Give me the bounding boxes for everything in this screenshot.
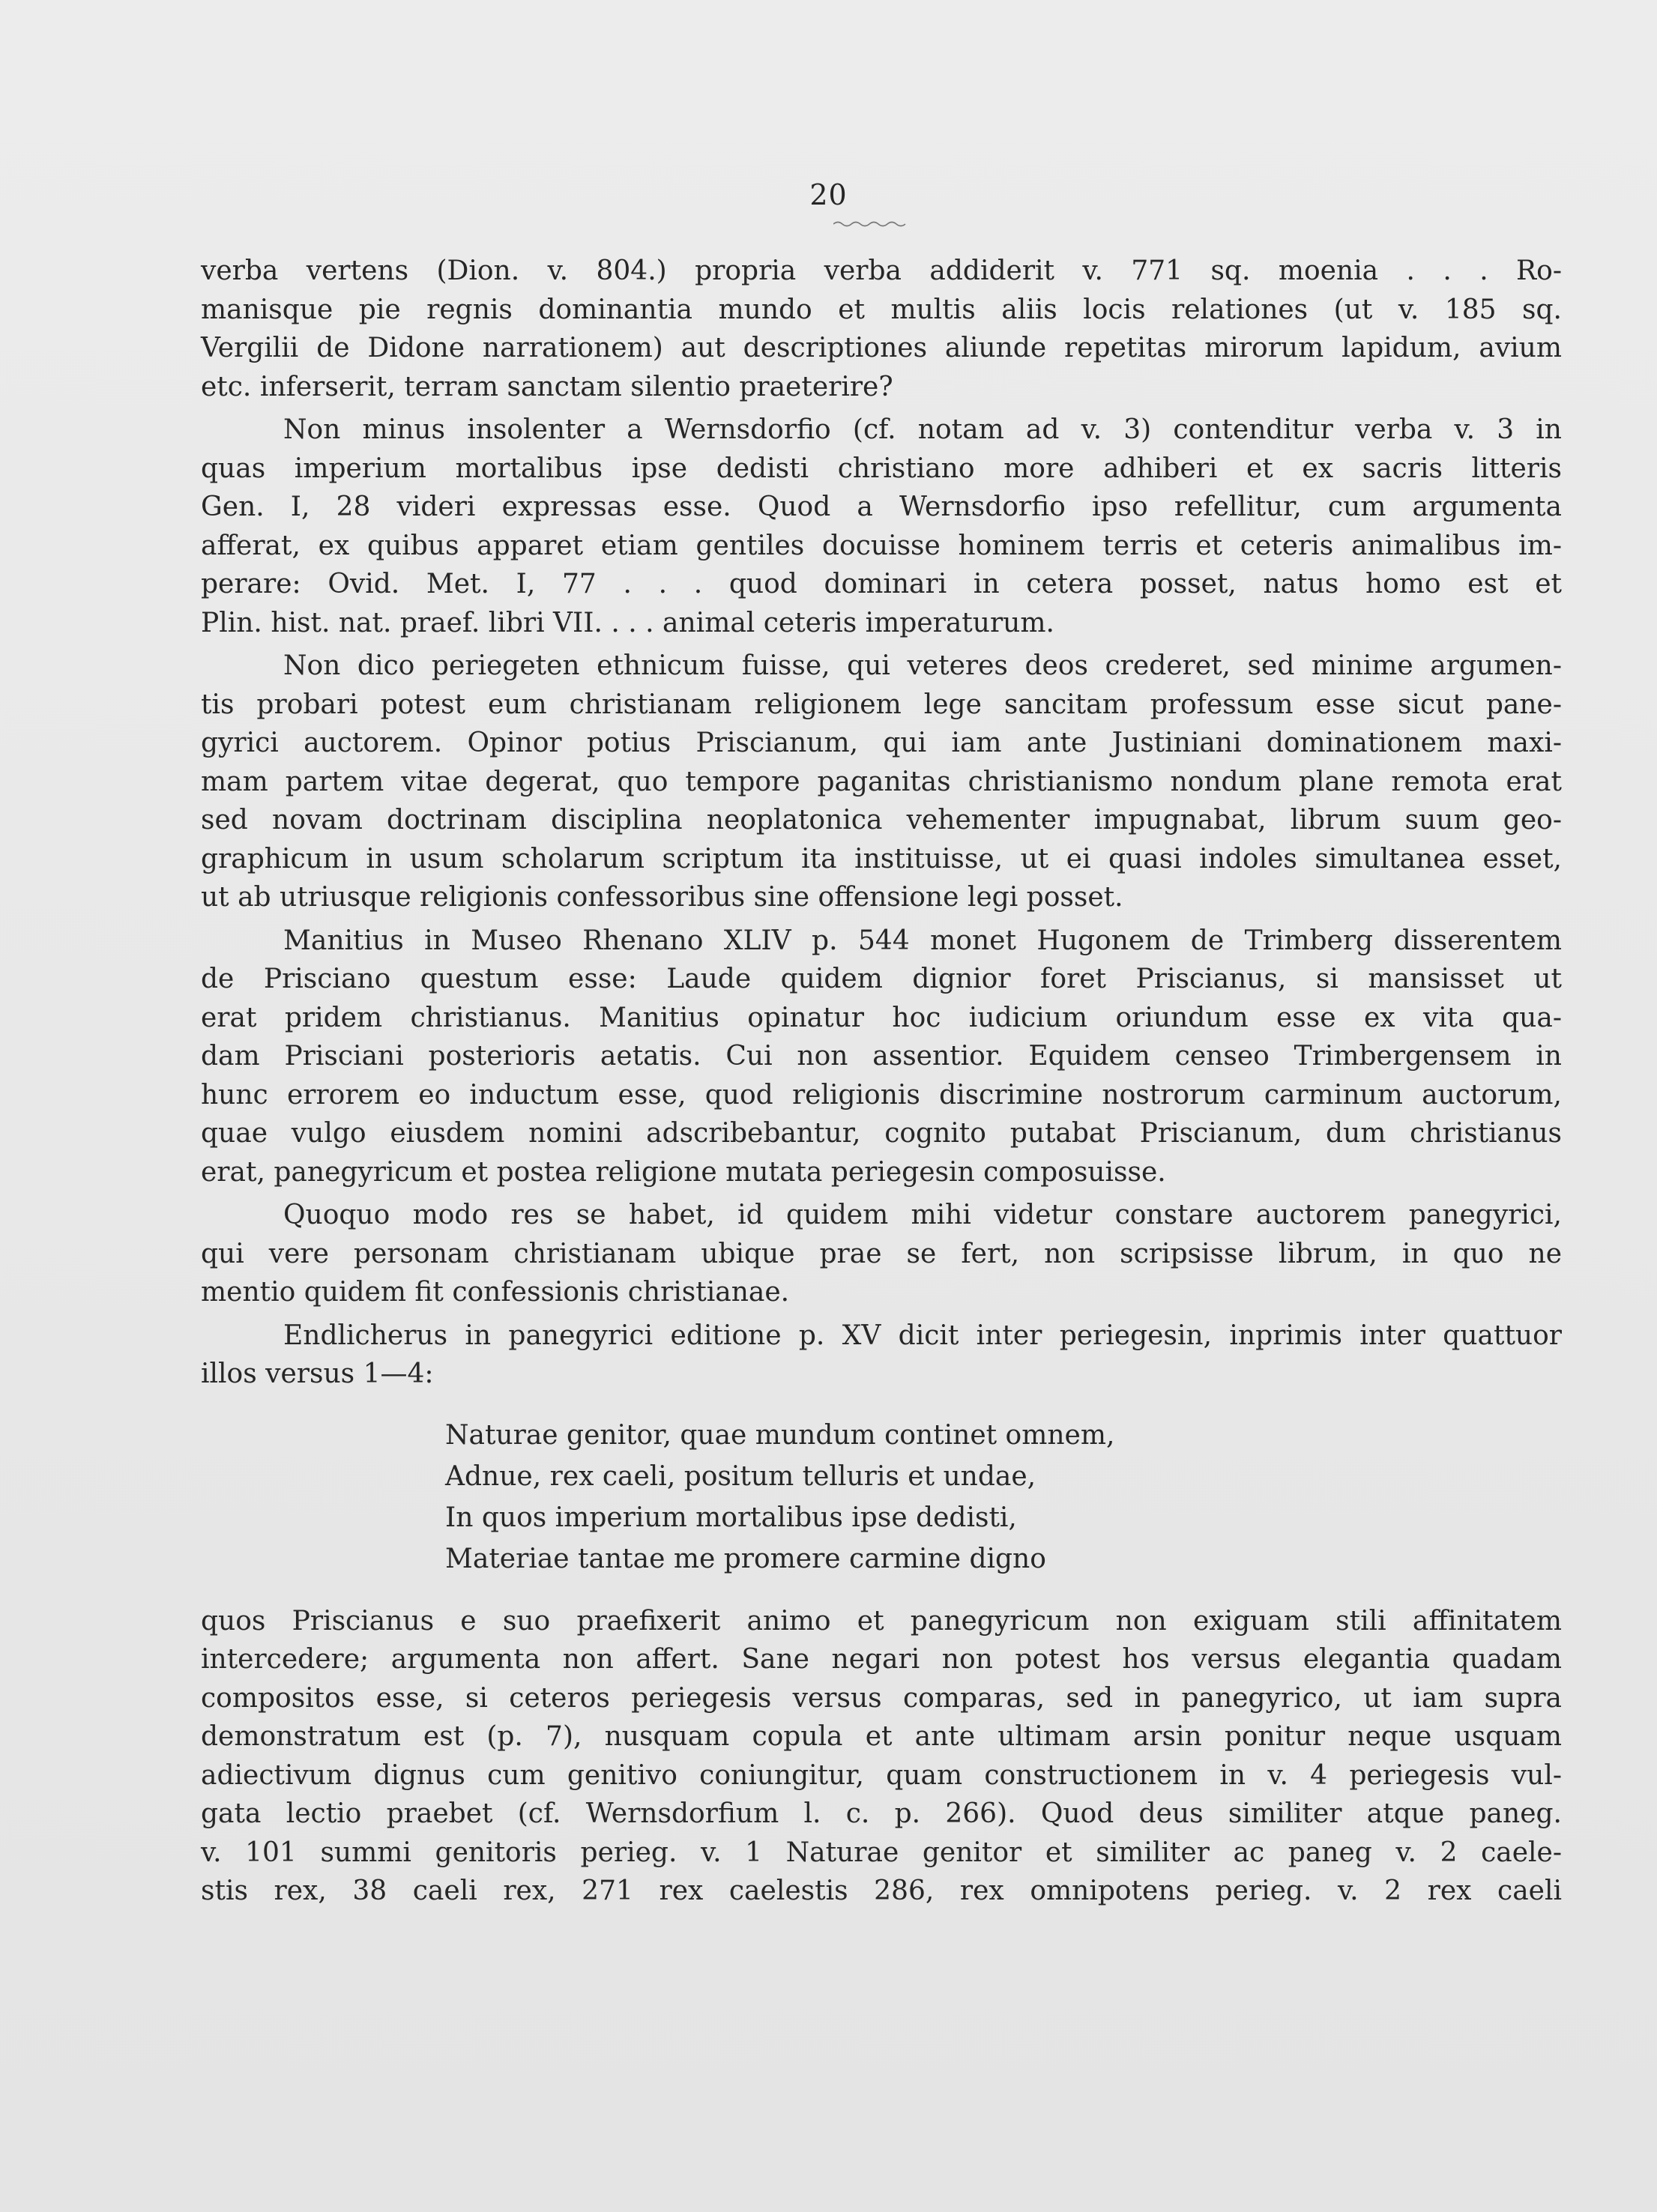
text-line: graphicum in usum scholarum scriptum ita instituisse, ut ei quasi indoles simultanea esset, — [201, 843, 1562, 874]
verse-line: Naturae genitor, quae mundum continet omnem, — [445, 1419, 1115, 1451]
verse-line: Materiae tantae me promere carmine digno — [445, 1543, 1046, 1574]
text-line: quas imperium mortalibus ipse dedisti christiano more adhiberi et ex sacris litteris — [201, 453, 1562, 484]
page-number: 20 — [809, 178, 848, 211]
text-line: quos Priscianus e suo praefixerit animo et panegyricum non exiguam stili affinitatem — [201, 1605, 1562, 1637]
text-line: dam Prisciani posterioris aetatis. Cui non assentior. Equidem censeo Trimbergensem in — [201, 1041, 1562, 1072]
text-line: gata lectio praebet (cf. Wernsdorfium l. c. p. 266). Quod deus similiter atque paneg. — [201, 1798, 1562, 1829]
paragraph-1 — [201, 252, 1562, 406]
text-line: verba vertens (Dion. v. 804.) propria verba addiderit v. 771 sq. moenia . . . Ro- — [201, 256, 1562, 286]
verse-line: Adnue, rex caeli, positum telluris et undae, — [445, 1460, 1036, 1492]
text-line: hunc errorem eo inductum esse, quod religionis discrimine nostrorum carminum auctorum, — [201, 1079, 1562, 1110]
text-line: demonstratum est (p. 7), nusquam copula et ante ultimam arsin ponitur neque usquam — [201, 1721, 1562, 1752]
text-line: Non minus insolenter a Wernsdorfio (cf. notam ad v. 3) contenditur verba v. 3 in — [283, 414, 1562, 445]
text-line: manisque pie regnis dominantia mundo et multis aliis locis relationes (ut v. 185 sq. — [201, 294, 1562, 325]
text-line: intercedere; argumenta non affert. Sane negari non potest hos versus elegantia quadam — [201, 1644, 1562, 1675]
text-line: sed novam doctrinam disciplina neoplatonica vehementer impugnabat, librum suum geo- — [201, 805, 1562, 835]
paragraph-5 — [201, 1196, 1562, 1312]
text-line: Plin. hist. nat. praef. libri VII. . . . animal ceteris imperaturum. — [201, 607, 1054, 638]
paragraph-6 — [201, 1317, 1562, 1394]
paragraph-7 — [201, 1602, 1562, 1911]
text-line: adiectivum dignus cum genitivo coniungitur, quam constructionem in v. 4 periegesis vul- — [201, 1759, 1562, 1791]
text-line: tis probari potest eum christianam religionem lege sancitam professum esse sicut pane- — [201, 689, 1562, 720]
text-line: Vergilii de Didone narrationem) aut descriptiones aliunde repetitas mirorum lapidum, avium — [201, 333, 1562, 363]
text-line: mentio quidem fit confessionis christianae. — [201, 1277, 790, 1308]
paragraph-3 — [201, 647, 1562, 917]
text-line: gyrici auctorem. Opinor potius Priscianum, qui iam ante Justiniani dominationem maxi- — [201, 728, 1562, 758]
text-line: Manitius in Museo Rhenano XLIV p. 544 monet Hugonem de Trimberg disserentem — [283, 925, 1562, 956]
text-line: erat pridem christianus. Manitius opinatur hoc iudicium oriundum esse ex vita qua- — [201, 1002, 1562, 1033]
verse-quotation — [445, 1415, 1562, 1580]
text-line: quae vulgo eiusdem nomini adscribebantur, cognito putabat Priscianum, dum christianus — [201, 1118, 1562, 1149]
text-line: perare: Ovid. Met. I, 77 . . . quod dominari in cetera posset, natus homo est et — [201, 569, 1562, 599]
page-body — [201, 252, 1562, 1915]
text-line: erat, panegyricum et postea religione mutata periegesin composuisse. — [201, 1156, 1166, 1188]
text-line: de Prisciano questum esse: Laude quidem dignior foret Priscianus, si mansisset ut — [201, 964, 1562, 994]
text-line: illos versus 1—4: — [201, 1359, 434, 1389]
text-line: etc. inferserit, terram sanctam silentio praeterire? — [201, 371, 893, 402]
text-line: compositos esse, si ceteros periegesis versus comparas, sed in panegyrico, ut iam supra — [201, 1682, 1562, 1714]
text-line: ut ab utriusque religionis confessoribus sine offensione legi posset. — [201, 882, 1123, 913]
text-line: stis rex, 38 caeli rex, 271 rex caelestis 286, rex omnipotens perieg. v. 2 rex caeli — [201, 1876, 1562, 1906]
text-line: Gen. I, 28 videri expressas esse. Quod a Wernsdorfio ipso refellitur, cum argumenta — [201, 492, 1562, 522]
text-line: afferat, ex quibus apparet etiam gentiles docuisse hominem terris et ceteris animalibus im- — [201, 530, 1562, 561]
page-number-ornament — [833, 220, 908, 228]
text-line: Non dico periegeten ethnicum fuisse, qui veteres deos crederet, sed minime argumen- — [283, 650, 1562, 681]
text-line: Quoquo modo res se habet, id quidem mihi videtur constare auctorem panegyrici, — [283, 1200, 1562, 1230]
paragraph-2 — [201, 411, 1562, 642]
verse-line: In quos imperium mortalibus ipse dedisti, — [445, 1502, 1017, 1533]
text-line: v. 101 summi genitoris perieg. v. 1 Naturae genitor et similiter ac paneg v. 2 caele- — [201, 1837, 1562, 1868]
text-line: mam partem vitae degerat, quo tempore paganitas christianismo nondum plane remota erat — [201, 766, 1562, 797]
paragraph-4 — [201, 922, 1562, 1192]
text-line: Endlicherus in panegyrici editione p. XV dicit inter periegesin, inprimis inter quattuor — [283, 1320, 1562, 1351]
text-line: qui vere personam christianam ubique prae se fert, non scripsisse librum, in quo ne — [201, 1238, 1562, 1269]
